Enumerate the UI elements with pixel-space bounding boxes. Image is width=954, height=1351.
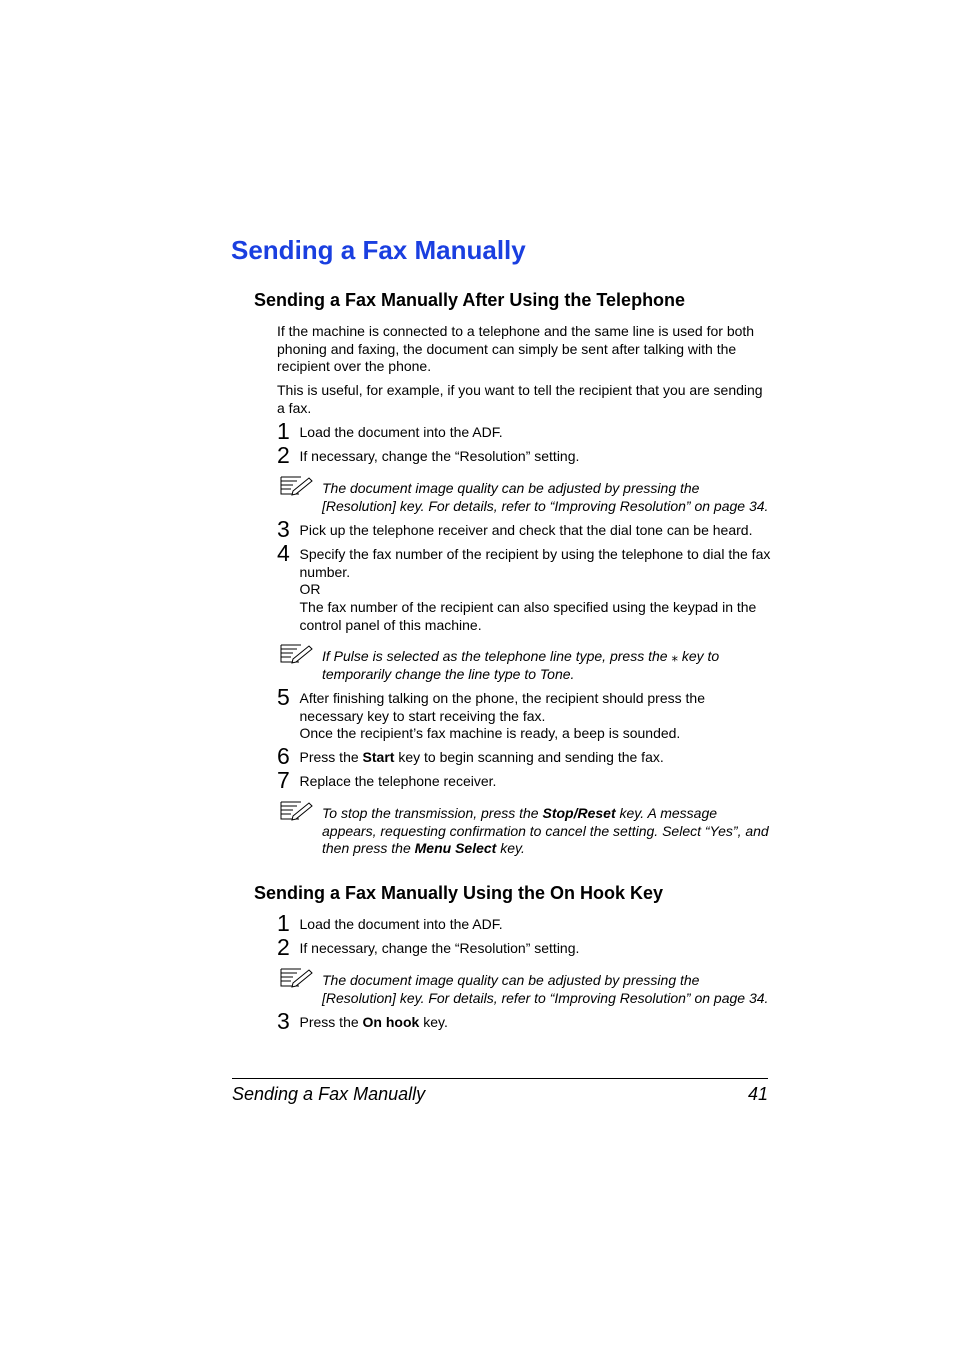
step-line: Once the recipient’s fax machine is ready, a beep is sounded. xyxy=(299,725,681,742)
step-text: Replace the telephone receiver. xyxy=(299,773,497,789)
key-name-on-hook: On hook xyxy=(362,1014,420,1030)
page-title: Sending a Fax Manually xyxy=(231,235,526,265)
step-line: After finishing talking on the phone, the recipient should press the necessary key to start receiving the fax. xyxy=(299,690,705,724)
step-number: 1 xyxy=(277,418,290,444)
step-number: 2 xyxy=(277,934,290,960)
step-text: Load the document into the ADF. xyxy=(299,916,503,932)
note-text: The document image quality can be adjusted by pressing the [Resolution] key. For details, refer to “Improving Resolution” on page 34. xyxy=(322,480,769,514)
note-pencil-icon xyxy=(279,799,313,821)
step-number: 2 xyxy=(277,442,290,468)
intro-paragraph: If the machine is connected to a telephone and the same line is used for both phoning and faxing, the document can simply be sent after talking with the recipient over the phone. xyxy=(277,323,755,375)
step-text-part: key. xyxy=(419,1014,448,1030)
tone-key-icon: ⁎ xyxy=(671,649,678,664)
note-text xyxy=(322,805,772,858)
step-number: 1 xyxy=(277,910,290,936)
step-text: Load the document into the ADF. xyxy=(299,424,503,440)
footer-divider xyxy=(232,1078,768,1079)
step-text: Pick up the telephone receiver and check that the dial tone can be heard. xyxy=(299,522,753,538)
step-line: Specify the fax number of the recipient by using the telephone to dial the fax number. xyxy=(299,546,771,580)
note-pencil-icon xyxy=(279,966,313,988)
note-text-part: key. A message appears, requesting confirmation to cancel the setting. Select “Yes”, and then press the xyxy=(322,805,769,857)
step-line: The fax number of the recipient can also specified using the keypad in the control panel of this machine. xyxy=(299,599,757,633)
step-or: OR xyxy=(299,581,321,598)
step-text: If necessary, change the “Resolution” setting. xyxy=(299,448,580,464)
step-number: 7 xyxy=(277,767,290,793)
note-text-part: To stop the transmission, press the xyxy=(322,805,543,821)
step-text xyxy=(300,690,772,743)
step-number: 6 xyxy=(277,743,290,769)
step-text xyxy=(300,546,772,635)
key-name-start: Start xyxy=(362,749,395,765)
step-number: 4 xyxy=(277,540,290,566)
step-number: 5 xyxy=(277,684,290,710)
step-number: 3 xyxy=(277,516,290,542)
section-heading-after-telephone: Sending a Fax Manually After Using the Telephone xyxy=(254,290,686,310)
step-text: If necessary, change the “Resolution” setting. xyxy=(299,940,580,956)
usage-paragraph: This is useful, for example, if you want to tell the recipient that you are sending a fax. xyxy=(277,382,763,416)
step-text xyxy=(300,1014,772,1032)
footer-title: Sending a Fax Manually xyxy=(232,1084,426,1104)
step-text xyxy=(300,749,772,767)
step-text-part: Press the xyxy=(299,749,363,765)
step-text-part: key to begin scanning and sending the fax. xyxy=(394,749,664,765)
step-text-part: Press the xyxy=(299,1014,363,1030)
section-heading-on-hook: Sending a Fax Manually Using the On Hook Key xyxy=(254,883,664,903)
note-text-part: If Pulse is selected as the telephone line type, press the xyxy=(322,648,672,664)
step-number: 3 xyxy=(277,1008,290,1034)
note-text: The document image quality can be adjusted by pressing the [Resolution] key. For details, refer to “Improving Resolution” on page 34. xyxy=(322,972,769,1006)
key-name-stop-reset: Stop/Reset xyxy=(542,805,616,821)
note-pencil-icon xyxy=(279,642,313,664)
note-text-part: key to temporarily change the line type to Tone. xyxy=(322,648,720,682)
note-pencil-icon xyxy=(279,474,313,496)
page-number: 41 xyxy=(747,1084,768,1104)
note-text-part: key. xyxy=(496,840,525,857)
note-text xyxy=(322,648,772,683)
key-name-menu-select: Menu Select xyxy=(414,840,497,857)
